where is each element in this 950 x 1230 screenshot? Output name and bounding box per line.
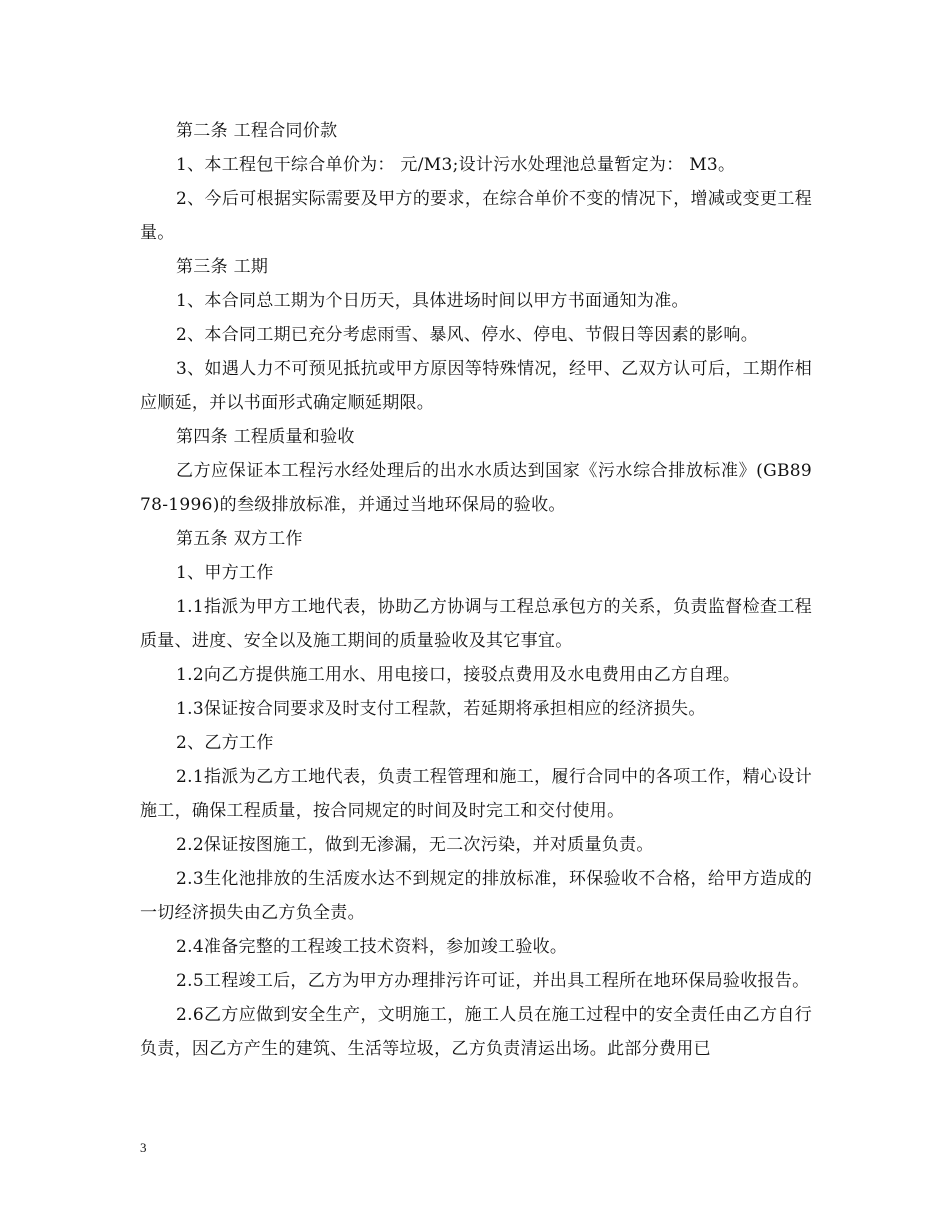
paragraph: 1.1指派为甲方工地代表，协助乙方协调与工程总承包方的关系，负责监督检查工程质量、进度、安全以及施工期间的质量验收及其它事宜。 [140, 597, 812, 651]
paragraph: 乙方应保证本工程污水经处理后的出水水质达到国家《污水综合排放标准》(GB8978-1996)的叁级排放标准，并通过当地环保局的验收。 [140, 461, 812, 515]
page-number: 3 [140, 1140, 147, 1155]
document-body [140, 114, 812, 1066]
paragraph: 2.4准备完整的工程竣工技术资料，参加竣工验收。 [176, 937, 568, 957]
paragraph: 2、本合同工期已充分考虑雨雪、暴风、停水、停电、节假日等因素的影响。 [176, 325, 759, 345]
paragraph: 1、本工程包干综合单价为： 元/M3;设计污水处理池总量暂定为： M3。 [176, 155, 736, 175]
paragraph: 2.5工程竣工后，乙方为甲方办理排污许可证，并出具工程所在地环保局验收报告。 [176, 971, 810, 991]
paragraph: 2.2保证按图施工，做到无渗漏，无二次污染，并对质量负责。 [176, 835, 654, 855]
section-heading-party-b: 2、乙方工作 [176, 733, 274, 753]
article-3-heading: 第三条 工期 [176, 257, 269, 277]
article-5-heading: 第五条 双方工作 [176, 529, 303, 549]
paragraph: 3、如遇人力不可预见抵抗或甲方原因等特殊情况，经甲、乙双方认可后，工期作相应顺延，并以书面形式确定顺延期限。 [140, 359, 812, 413]
paragraph: 1.2向乙方提供施工用水、用电接口，接驳点费用及水电费用由乙方自理。 [176, 665, 741, 685]
paragraph: 2.1指派为乙方工地代表，负责工程管理和施工，履行合同中的各项工作，精心设计施工，确保工程质量，按合同规定的时间及时完工和交付使用。 [140, 767, 812, 821]
article-4-heading: 第四条 工程质量和验收 [176, 427, 355, 447]
article-2-heading: 第二条 工程合同价款 [176, 121, 338, 141]
paragraph: 2.3生化池排放的生活废水达不到规定的排放标准，环保验收不合格，给甲方造成的一切经济损失由乙方负全责。 [140, 869, 812, 923]
paragraph: 1、本合同总工期为个日历天，具体进场时间以甲方书面通知为准。 [176, 291, 689, 311]
paragraph: 1.3保证按合同要求及时支付工程款，若延期将承担相应的经济损失。 [176, 699, 706, 719]
paragraph: 2.6乙方应做到安全生产，文明施工，施工人员在施工过程中的安全责任由乙方自行负责，因乙方产生的建筑、生活等垃圾，乙方负责清运出场。此部分费用已 [140, 1005, 812, 1059]
paragraph: 2、今后可根据实际需要及甲方的要求，在综合单价不变的情况下，增减或变更工程量。 [140, 189, 812, 243]
section-heading-party-a: 1、甲方工作 [176, 563, 274, 583]
